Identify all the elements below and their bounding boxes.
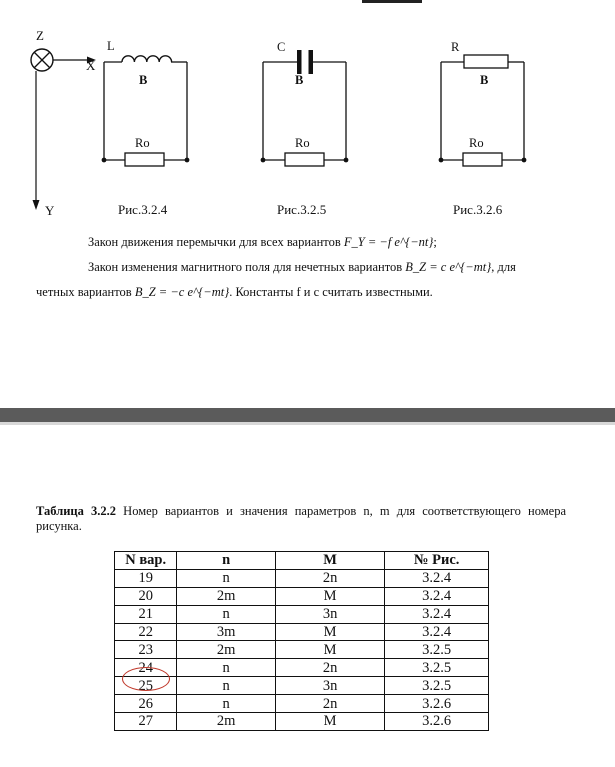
table-row	[115, 641, 489, 659]
circuit-diagrams	[0, 0, 615, 225]
cell-m: 3n	[275, 677, 384, 695]
table-title-description: Номер вариантов и значения параметров n, m для соответствующего номера рисунка.	[36, 504, 566, 533]
table-header-row	[115, 552, 489, 570]
cell-figure: 3.2.6	[385, 713, 489, 731]
circuit-inductor	[102, 39, 190, 166]
cell-n: n	[177, 677, 276, 695]
cell-m: 2n	[275, 695, 384, 713]
cell-variant: 22	[115, 623, 177, 641]
cell-figure: 3.2.5	[385, 677, 489, 695]
coordinate-axes	[31, 28, 96, 218]
cell-variant: 25	[115, 677, 177, 695]
cell-n: n	[177, 569, 276, 587]
cell-figure: 3.2.5	[385, 659, 489, 677]
motion-law-line	[88, 234, 437, 250]
figure-caption-3-2-4: Рис.3.2.4	[118, 202, 168, 217]
circuit-capacitor	[261, 40, 349, 166]
cell-n: n	[177, 695, 276, 713]
table-row	[115, 677, 489, 695]
axis-z-label: Z	[36, 28, 44, 43]
resistor-ro	[125, 153, 164, 166]
field-label: B	[139, 73, 148, 87]
field-law-line2-suffix: . Константы f и c считать известными.	[229, 285, 433, 299]
cell-m: M	[275, 587, 384, 605]
table-row	[115, 605, 489, 623]
cell-figure: 3.2.5	[385, 641, 489, 659]
resistor-ro	[463, 153, 502, 166]
cell-figure: 3.2.4	[385, 569, 489, 587]
r-label: R	[451, 40, 460, 54]
cell-n: n	[177, 659, 276, 677]
page-divider	[0, 408, 615, 422]
field-law-line2-prefix: четных вариантов	[36, 285, 135, 299]
axis-x-label: X	[86, 58, 96, 73]
field-label: B	[480, 73, 489, 87]
field-law-line1-suffix: , для	[491, 260, 516, 274]
capacitor-plate-left	[297, 50, 302, 74]
table-title	[36, 504, 566, 534]
table-row	[115, 623, 489, 641]
cell-variant: 21	[115, 605, 177, 623]
cell-n: 3m	[177, 623, 276, 641]
resistor-label: Ro	[469, 136, 484, 150]
table-row	[115, 587, 489, 605]
motion-law-formula: F_Y = −f e^{−nt}	[343, 235, 434, 249]
field-law-text: Закон изменения магнитного поля для нечетных вариантов	[88, 260, 406, 274]
resistor-ro	[285, 153, 324, 166]
cell-variant: 23	[115, 641, 177, 659]
cell-figure: 3.2.4	[385, 587, 489, 605]
header-n: n	[177, 552, 276, 570]
cell-figure: 3.2.4	[385, 605, 489, 623]
cell-variant: 19	[115, 569, 177, 587]
cell-n: 2m	[177, 587, 276, 605]
table-row	[115, 713, 489, 731]
field-law-odd-formula: B_Z = c e^{−mt}	[405, 260, 492, 274]
header-m: M	[275, 552, 384, 570]
table-row	[115, 695, 489, 713]
cell-m: M	[275, 623, 384, 641]
cell-figure: 3.2.6	[385, 695, 489, 713]
resistor-label: Ro	[135, 136, 150, 150]
inductor-label: L	[107, 39, 115, 53]
circuit-resistor	[439, 40, 527, 166]
cell-variant: 24	[115, 659, 177, 677]
capacitor-plate-right	[309, 50, 314, 74]
header-variant: N вар.	[115, 552, 177, 570]
resistor-r	[464, 55, 508, 68]
cell-m: M	[275, 713, 384, 731]
cell-n: 2m	[177, 713, 276, 731]
cell-n: 2m	[177, 641, 276, 659]
cell-variant: 20	[115, 587, 177, 605]
variants-table	[114, 551, 489, 731]
motion-law-text: Закон движения перемычки для всех вариантов	[88, 235, 344, 249]
field-law-even-formula: B_Z = −c e^{−mt}	[134, 285, 230, 299]
field-law-line-2	[36, 284, 433, 300]
cell-variant: 26	[115, 695, 177, 713]
header-figure: № Рис.	[385, 552, 489, 570]
resistor-label: Ro	[295, 136, 310, 150]
field-label: B	[295, 73, 304, 87]
motion-law-suffix: ;	[433, 235, 437, 249]
axis-y-label: Y	[45, 203, 55, 218]
cell-m: 2n	[275, 659, 384, 677]
figure-caption-3-2-5: Рис.3.2.5	[277, 202, 327, 217]
figure-caption-3-2-6: Рис.3.2.6	[453, 202, 503, 217]
capacitor-label: C	[277, 40, 286, 54]
inductor-coil	[122, 56, 172, 62]
table-title-number: Таблица 3.2.2	[36, 504, 117, 518]
table-row	[115, 569, 489, 587]
cell-m: 3n	[275, 605, 384, 623]
cell-figure: 3.2.4	[385, 623, 489, 641]
cell-n: n	[177, 605, 276, 623]
cell-variant: 27	[115, 713, 177, 731]
table-row-highlighted	[115, 659, 489, 677]
cell-m: 2n	[275, 569, 384, 587]
cell-m: M	[275, 641, 384, 659]
field-law-line-1	[88, 259, 516, 275]
